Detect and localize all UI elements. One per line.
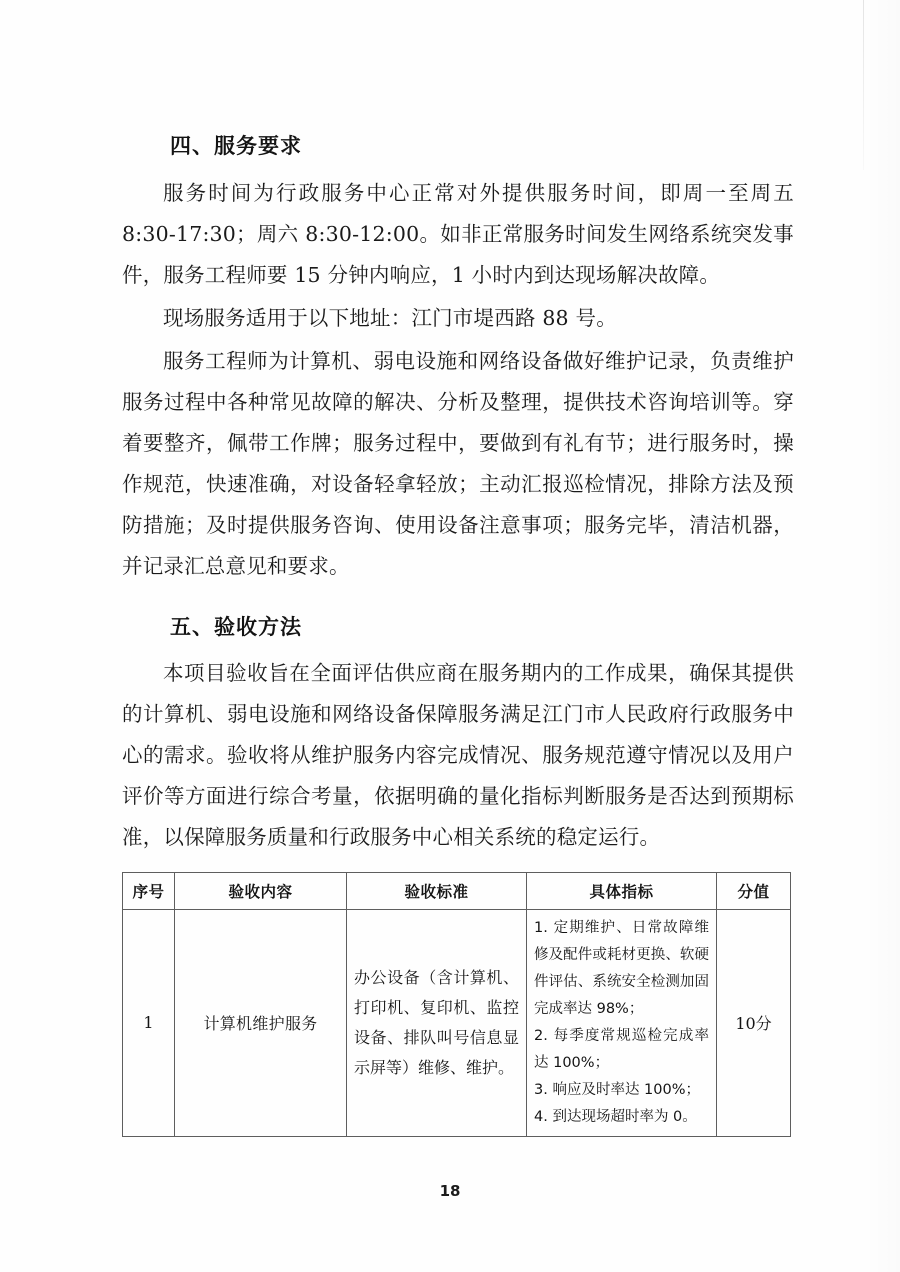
acceptance-criteria-table — [122, 872, 791, 1137]
column-header-metrics: 具体指标 — [527, 872, 717, 909]
scan-edge-gradient — [864, 0, 900, 1272]
column-header-score: 分值 — [717, 872, 791, 909]
table-header-row — [123, 872, 791, 909]
cell-acceptance-content: 计算机维护服务 — [175, 909, 347, 1136]
cell-specific-metrics — [527, 909, 717, 1136]
table-row — [123, 909, 791, 1136]
section-service-requirements — [122, 132, 794, 587]
metric-item: 2. 每季度常规巡检完成率达 100%； — [534, 1027, 709, 1071]
page-content — [122, 132, 794, 1137]
column-header-content: 验收内容 — [175, 872, 347, 909]
cell-score: 10分 — [717, 909, 791, 1136]
metric-item: 1. 定期维护、日常故障维修及配件或耗材更换、软硬件评估、系统安全检测加固完成率达 98%； — [534, 919, 709, 1017]
cell-acceptance-standard: 办公设备（含计算机、打印机、复印机、监控设备、排队叫号信息显示屏等）维修、维护。 — [347, 909, 527, 1136]
column-header-seq: 序号 — [123, 872, 175, 909]
cell-seq: 1 — [123, 909, 175, 1136]
column-header-standard: 验收标准 — [347, 872, 527, 909]
metric-item: 4. 到达现场超时率为 0。 — [534, 1108, 697, 1125]
paragraph-service-hours: 服务时间为行政服务中心正常对外提供服务时间，即周一至周五 8:30-17:30；周六 8:30-12:00。如非正常服务时间发生网络系统突发事件，服务工程师要 15 分钟内响应，1 小时内到达现场解决故障。 — [122, 181, 794, 288]
metric-item: 3. 响应及时率达 100%； — [534, 1081, 701, 1098]
page-number: 18 — [439, 1182, 461, 1200]
paragraph-acceptance-overview: 本项目验收旨在全面评估供应商在服务期内的工作成果，确保其提供的计算机、弱电设施和网络设备保障服务满足江门市人民政府行政服务中心的需求。验收将从维护服务内容完成情况、服务规范遵守情况以及用户评价等方面进行综合考量，依据明确的量化指标判断服务是否达到预期标准，以保障服务质量和行政服务中心相关系统的稳定运行。 — [122, 660, 794, 849]
paragraph-onsite-address: 现场服务适用于以下地址：江门市堤西路 88 号。 — [163, 306, 617, 331]
section-heading-service-requirements: 四、服务要求 — [170, 134, 302, 158]
section-heading-acceptance-method: 五、验收方法 — [170, 615, 302, 640]
paragraph-engineer-duties: 服务工程师为计算机、弱电设施和网络设备做好维护记录，负责维护服务过程中各种常见故障的解决、分析及整理，提供技术咨询培训等。穿着要整齐，佩带工作牌；服务过程中，要做到有礼有节；进行服务时，操作规范，快速准确，对设备轻拿轻放；主动汇报巡检情况，排除方法及预防措施；及时提供服务咨询、使用设备注意事项；服务完毕，清洁机器，并记录汇总意见和要求。 — [122, 349, 794, 579]
section-acceptance-method — [122, 613, 794, 857]
